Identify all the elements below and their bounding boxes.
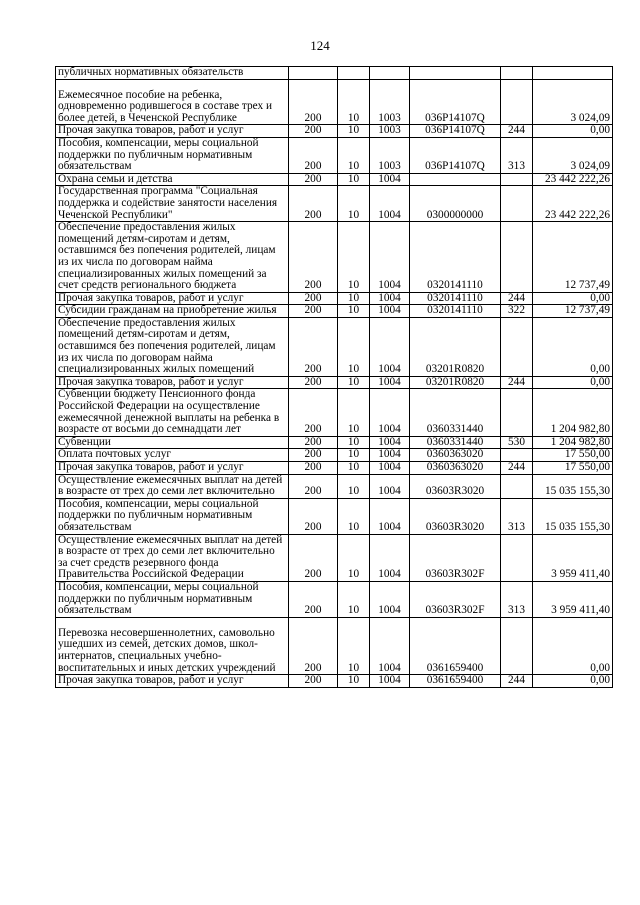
cell-razdel: 10 — [338, 449, 370, 462]
cell-amount: 1 204 982,80 — [533, 436, 613, 449]
cell-glava: 200 — [289, 292, 338, 305]
cell-podrazdel: 1004 — [370, 675, 410, 688]
cell-podrazdel: 1004 — [370, 222, 410, 293]
row-name: Обеспечение предоставления жилых помещений детям-сиротам и детям, оставшимся без попечения родителей, лицам из их числа по договорам найма специализированных жилых помещений за счет средств регионального бюджета — [56, 222, 289, 293]
cell-amount: 3 959 411,40 — [533, 534, 613, 581]
cell-target-article: 0300000000 — [410, 186, 501, 222]
cell-expense-type — [501, 617, 533, 674]
cell-expense-type: 244 — [501, 125, 533, 138]
cell-expense-type — [501, 474, 533, 498]
table-row — [56, 186, 613, 222]
cell-expense-type: 244 — [501, 376, 533, 389]
cell-glava: 200 — [289, 474, 338, 498]
cell-razdel: 10 — [338, 534, 370, 581]
cell-expense-type — [501, 449, 533, 462]
cell-amount: 0,00 — [533, 675, 613, 688]
cell-glava: 200 — [289, 581, 338, 617]
table-row — [56, 534, 613, 581]
row-name: Прочая закупка товаров, работ и услуг — [56, 376, 289, 389]
cell-razdel: 10 — [338, 173, 370, 186]
cell-razdel: 10 — [338, 376, 370, 389]
cell-razdel: 10 — [338, 675, 370, 688]
table-row — [56, 317, 613, 376]
table-row — [56, 498, 613, 534]
row-name: Оплата почтовых услуг — [56, 449, 289, 462]
cell-razdel: 10 — [338, 137, 370, 173]
table-row — [56, 305, 613, 318]
cell-razdel: 10 — [338, 292, 370, 305]
cell-glava: 200 — [289, 222, 338, 293]
cell-razdel: 10 — [338, 617, 370, 674]
cell-target-article: 0360363020 — [410, 462, 501, 475]
cell-amount: 0,00 — [533, 376, 613, 389]
cell-podrazdel: 1004 — [370, 462, 410, 475]
cell-amount: 3 959 411,40 — [533, 581, 613, 617]
cell-amount: 12 737,49 — [533, 305, 613, 318]
cell-podrazdel: 1004 — [370, 581, 410, 617]
row-name: Пособия, компенсации, меры социальной поддержки по публичным нормативным обязательствам — [56, 137, 289, 173]
cell-expense-type: 313 — [501, 581, 533, 617]
cell-podrazdel: 1004 — [370, 376, 410, 389]
cell-amount: 1 204 982,80 — [533, 389, 613, 436]
row-name: Осуществление ежемесячных выплат на детей в возрасте от трех до семи лет включительно за счет средств резервного фонда Правительства Российской Федерации — [56, 534, 289, 581]
row-name: Пособия, компенсации, меры социальной поддержки по публичным нормативным обязательствам — [56, 581, 289, 617]
row-name: Государственная программа "Социальная поддержка и содействие занятости населения Чеченской Республики" — [56, 186, 289, 222]
cell-expense-type: 313 — [501, 137, 533, 173]
row-name: Прочая закупка товаров, работ и услуг — [56, 292, 289, 305]
row-name: Обеспечение предоставления жилых помещений детям-сиротам и детям, оставшимся без попечения родителей, лицам из их числа по договорам найма специализированных жилых помещений — [56, 317, 289, 376]
cell-podrazdel: 1004 — [370, 186, 410, 222]
cell-expense-type: 244 — [501, 462, 533, 475]
cell-expense-type — [501, 222, 533, 293]
cell-amount: 12 737,49 — [533, 222, 613, 293]
row-name: Субвенции бюджету Пенсионного фонда Российской Федерации на осуществление ежемесячной денежной выплаты на ребенка в возрасте от восьми до семнадцати лет — [56, 389, 289, 436]
cell-target-article: 036P14107Q — [410, 125, 501, 138]
cell-glava: 200 — [289, 498, 338, 534]
cell-target-article — [410, 173, 501, 186]
cell-podrazdel: 1003 — [370, 125, 410, 138]
table-row — [56, 581, 613, 617]
cell-podrazdel: 1004 — [370, 317, 410, 376]
cell-target-article: 0361659400 — [410, 617, 501, 674]
cell-amount: 0,00 — [533, 125, 613, 138]
budget-table — [55, 66, 613, 688]
cell-glava: 200 — [289, 436, 338, 449]
row-name: Субвенции — [56, 436, 289, 449]
cell-target-article: 0361659400 — [410, 675, 501, 688]
cell-expense-type — [501, 389, 533, 436]
cell-razdel — [338, 67, 370, 80]
row-name: Ежемесячное пособие на ребенка, одновременно родившегося в составе трех и более детей, в Чеченской Республике — [56, 79, 289, 125]
table-row — [56, 675, 613, 688]
cell-target-article: 0360331440 — [410, 436, 501, 449]
row-name: Прочая закупка товаров, работ и услуг — [56, 125, 289, 138]
cell-glava: 200 — [289, 173, 338, 186]
table-row — [56, 173, 613, 186]
cell-razdel: 10 — [338, 125, 370, 138]
cell-target-article: 03603R302F — [410, 534, 501, 581]
cell-razdel: 10 — [338, 389, 370, 436]
table-row — [56, 436, 613, 449]
cell-podrazdel: 1004 — [370, 449, 410, 462]
table-row — [56, 389, 613, 436]
cell-expense-type — [501, 534, 533, 581]
cell-glava: 200 — [289, 389, 338, 436]
cell-podrazdel: 1004 — [370, 617, 410, 674]
cell-expense-type — [501, 173, 533, 186]
cell-amount: 17 550,00 — [533, 462, 613, 475]
table-row — [56, 449, 613, 462]
cell-glava: 200 — [289, 317, 338, 376]
row-name: Охрана семьи и детства — [56, 173, 289, 186]
cell-expense-type: 313 — [501, 498, 533, 534]
cell-podrazdel: 1004 — [370, 498, 410, 534]
cell-target-article: 0320141110 — [410, 222, 501, 293]
table-row — [56, 292, 613, 305]
row-name: Перевозка несовершеннолетних, самовольно ушедших из семей, детских домов, школ-интернатов, специальных учебно-воспитательных и иных детских учреждений — [56, 617, 289, 674]
cell-amount: 23 442 222,26 — [533, 186, 613, 222]
page-number: 124 — [310, 38, 330, 53]
cell-razdel: 10 — [338, 462, 370, 475]
table-row — [56, 222, 613, 293]
cell-target-article: 036P14107Q — [410, 79, 501, 125]
cell-razdel: 10 — [338, 474, 370, 498]
cell-glava: 200 — [289, 462, 338, 475]
cell-target-article: 036P14107Q — [410, 137, 501, 173]
cell-podrazdel — [370, 67, 410, 80]
row-name: Субсидии гражданам на приобретение жилья — [56, 305, 289, 318]
cell-podrazdel: 1003 — [370, 137, 410, 173]
cell-podrazdel: 1003 — [370, 79, 410, 125]
cell-glava: 200 — [289, 675, 338, 688]
cell-target-article: 03201R0820 — [410, 376, 501, 389]
cell-glava: 200 — [289, 376, 338, 389]
cell-amount: 0,00 — [533, 617, 613, 674]
cell-target-article: 0360331440 — [410, 389, 501, 436]
row-name: публичных нормативных обязательств — [56, 67, 289, 80]
cell-amount: 15 035 155,30 — [533, 474, 613, 498]
cell-podrazdel: 1004 — [370, 474, 410, 498]
row-name: Пособия, компенсации, меры социальной поддержки по публичным нормативным обязательствам — [56, 498, 289, 534]
cell-razdel: 10 — [338, 222, 370, 293]
table-row — [56, 474, 613, 498]
row-name: Прочая закупка товаров, работ и услуг — [56, 462, 289, 475]
cell-podrazdel: 1004 — [370, 436, 410, 449]
cell-expense-type — [501, 79, 533, 125]
cell-razdel: 10 — [338, 79, 370, 125]
cell-target-article: 03603R302F — [410, 581, 501, 617]
table-row — [56, 125, 613, 138]
cell-target-article: 03603R3020 — [410, 474, 501, 498]
cell-glava: 200 — [289, 305, 338, 318]
cell-expense-type — [501, 186, 533, 222]
table-row — [56, 67, 613, 80]
cell-amount: 0,00 — [533, 317, 613, 376]
cell-razdel: 10 — [338, 498, 370, 534]
table-row — [56, 137, 613, 173]
cell-expense-type — [501, 67, 533, 80]
cell-podrazdel: 1004 — [370, 534, 410, 581]
cell-razdel: 10 — [338, 305, 370, 318]
cell-target-article: 03603R3020 — [410, 498, 501, 534]
row-name: Осуществление ежемесячных выплат на детей в возрасте от трех до семи лет включительно — [56, 474, 289, 498]
cell-expense-type: 244 — [501, 675, 533, 688]
cell-glava: 200 — [289, 186, 338, 222]
cell-amount — [533, 67, 613, 80]
cell-glava: 200 — [289, 137, 338, 173]
cell-razdel: 10 — [338, 186, 370, 222]
cell-glava: 200 — [289, 125, 338, 138]
cell-target-article — [410, 67, 501, 80]
cell-razdel: 10 — [338, 317, 370, 376]
table-row — [56, 79, 613, 125]
cell-glava: 200 — [289, 449, 338, 462]
cell-expense-type: 244 — [501, 292, 533, 305]
cell-podrazdel: 1004 — [370, 173, 410, 186]
cell-expense-type: 530 — [501, 436, 533, 449]
cell-expense-type — [501, 317, 533, 376]
cell-amount: 3 024,09 — [533, 79, 613, 125]
cell-podrazdel: 1004 — [370, 389, 410, 436]
table-row — [56, 462, 613, 475]
row-name: Прочая закупка товаров, работ и услуг — [56, 675, 289, 688]
table-row — [56, 617, 613, 674]
cell-amount: 15 035 155,30 — [533, 498, 613, 534]
cell-glava: 200 — [289, 79, 338, 125]
cell-target-article: 0320141110 — [410, 305, 501, 318]
cell-glava — [289, 67, 338, 80]
cell-glava: 200 — [289, 534, 338, 581]
cell-amount: 17 550,00 — [533, 449, 613, 462]
cell-razdel: 10 — [338, 581, 370, 617]
cell-amount: 0,00 — [533, 292, 613, 305]
cell-target-article: 03201R0820 — [410, 317, 501, 376]
cell-target-article: 0320141110 — [410, 292, 501, 305]
cell-target-article: 0360363020 — [410, 449, 501, 462]
cell-razdel: 10 — [338, 436, 370, 449]
cell-podrazdel: 1004 — [370, 292, 410, 305]
cell-podrazdel: 1004 — [370, 305, 410, 318]
cell-amount: 3 024,09 — [533, 137, 613, 173]
cell-glava: 200 — [289, 617, 338, 674]
table-row — [56, 376, 613, 389]
cell-expense-type: 322 — [501, 305, 533, 318]
cell-amount: 23 442 222,26 — [533, 173, 613, 186]
